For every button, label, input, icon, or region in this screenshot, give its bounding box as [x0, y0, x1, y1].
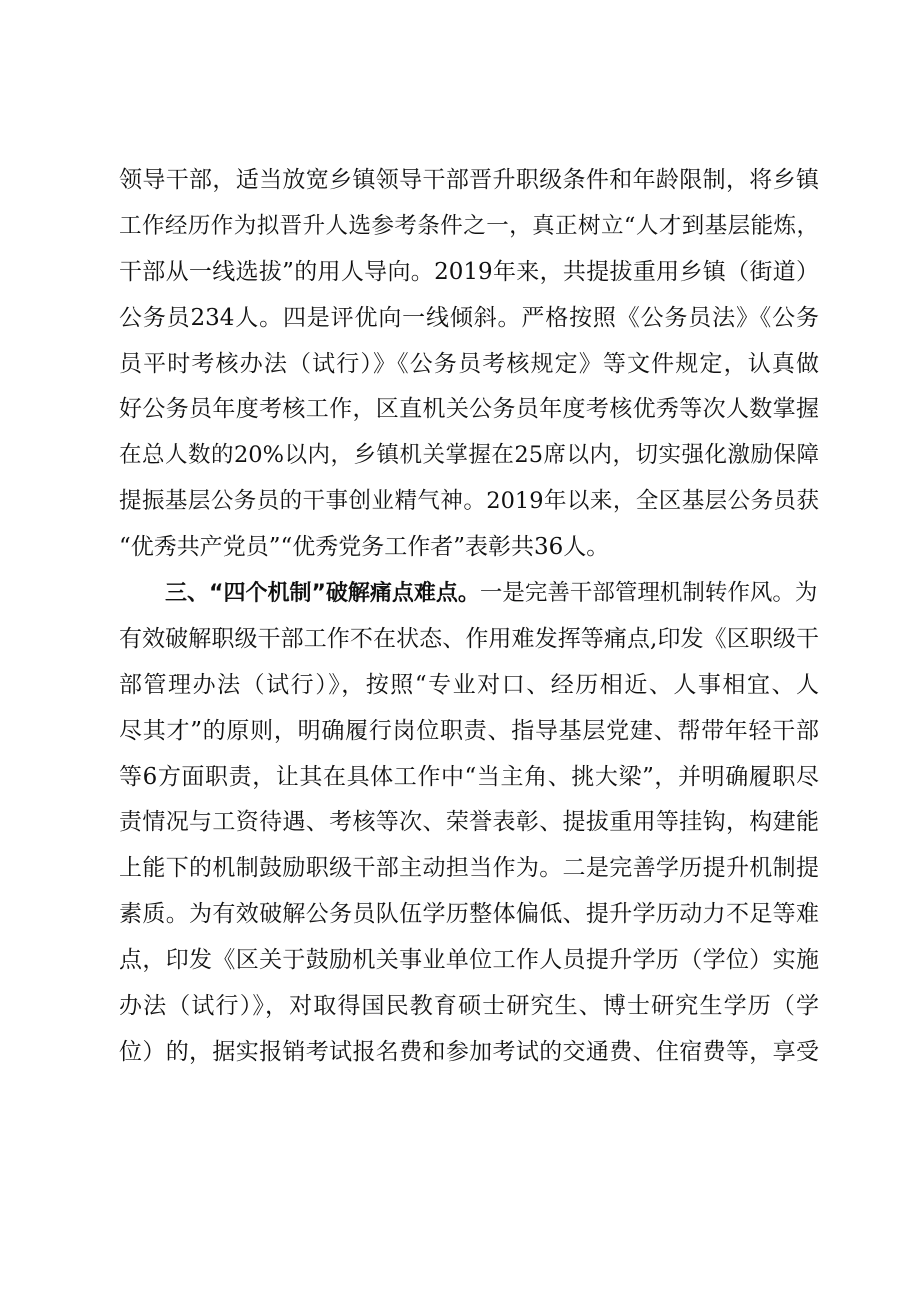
section-heading: 三、“四个机制”破解痛点难点。 [165, 581, 480, 607]
text-line: 位）的，据实报销考试报名费和参加考试的交通费、住宿费等，享受 [119, 1038, 819, 1065]
text-line: 干部从一线选拔”的用人导向。2019年来，共提拔重用乡镇（街道） [119, 258, 819, 285]
text-line: 点，印发《区关于鼓励机关事业单位工作人员提升学历（学位）实施 [119, 947, 819, 974]
text-line: 提振基层公务员的干事创业精气神。2019年以来，全区基层公务员获 [119, 488, 819, 515]
text-line: 上能下的机制鼓励职级干部主动担当作为。二是完善学历提升机制提 [119, 855, 819, 882]
text-line: 办法（试行）》，对取得国民教育硕士研究生、博士研究生学历（学 [119, 993, 819, 1020]
paragraph-2-first-line [119, 571, 819, 617]
text-line: 有效破解职级干部工作不在状态、作用难发挥等痛点,印发《区职级干 [119, 625, 819, 652]
text-line: “优秀共产党员”“优秀党务工作者”表彰共36人。 [119, 534, 610, 561]
text-line: 好公务员年度考核工作，区直机关公务员年度考核优秀等次人数掌握 [119, 396, 819, 423]
text-line: 部管理办法（试行）》，按照“专业对口、经历相近、人事相宜、人 [119, 671, 819, 698]
text-line: 素质。为有效破解公务员队伍学历整体偏低、提升学历动力不足等难 [119, 901, 819, 928]
text-line: 在总人数的20%以内，乡镇机关掌握在25席以内，切实强化激励保障 [119, 442, 819, 469]
text-line: 公务员234人。四是评优向一线倾斜。严格按照《公务员法》《公务 [119, 304, 819, 331]
text-line: 责情况与工资待遇、考核等次、荣誉表彰、提拔重用等挂钩，构建能 [119, 809, 819, 836]
paragraph-1 [119, 158, 819, 571]
text-line: 工作经历作为拟晋升人选参考条件之一，真正树立“人才到基层能炼， [119, 212, 819, 239]
document-body [119, 158, 819, 1076]
text-line: 尽其才”的原则，明确履行岗位职责、指导基层党建、帮带年轻干部 [119, 717, 819, 744]
paragraph-2 [119, 571, 819, 1076]
text-line: 一是完善干部管理机制转作风。为 [479, 580, 818, 607]
text-line: 员平时考核办法（试行）》《公务员考核规定》等文件规定，认真做 [119, 350, 819, 377]
text-line: 领导干部，适当放宽乡镇领导干部晋升职级条件和年龄限制，将乡镇 [119, 167, 819, 193]
text-line: 等6方面职责，让其在具体工作中“当主角、挑大梁”，并明确履职尽 [119, 763, 819, 790]
